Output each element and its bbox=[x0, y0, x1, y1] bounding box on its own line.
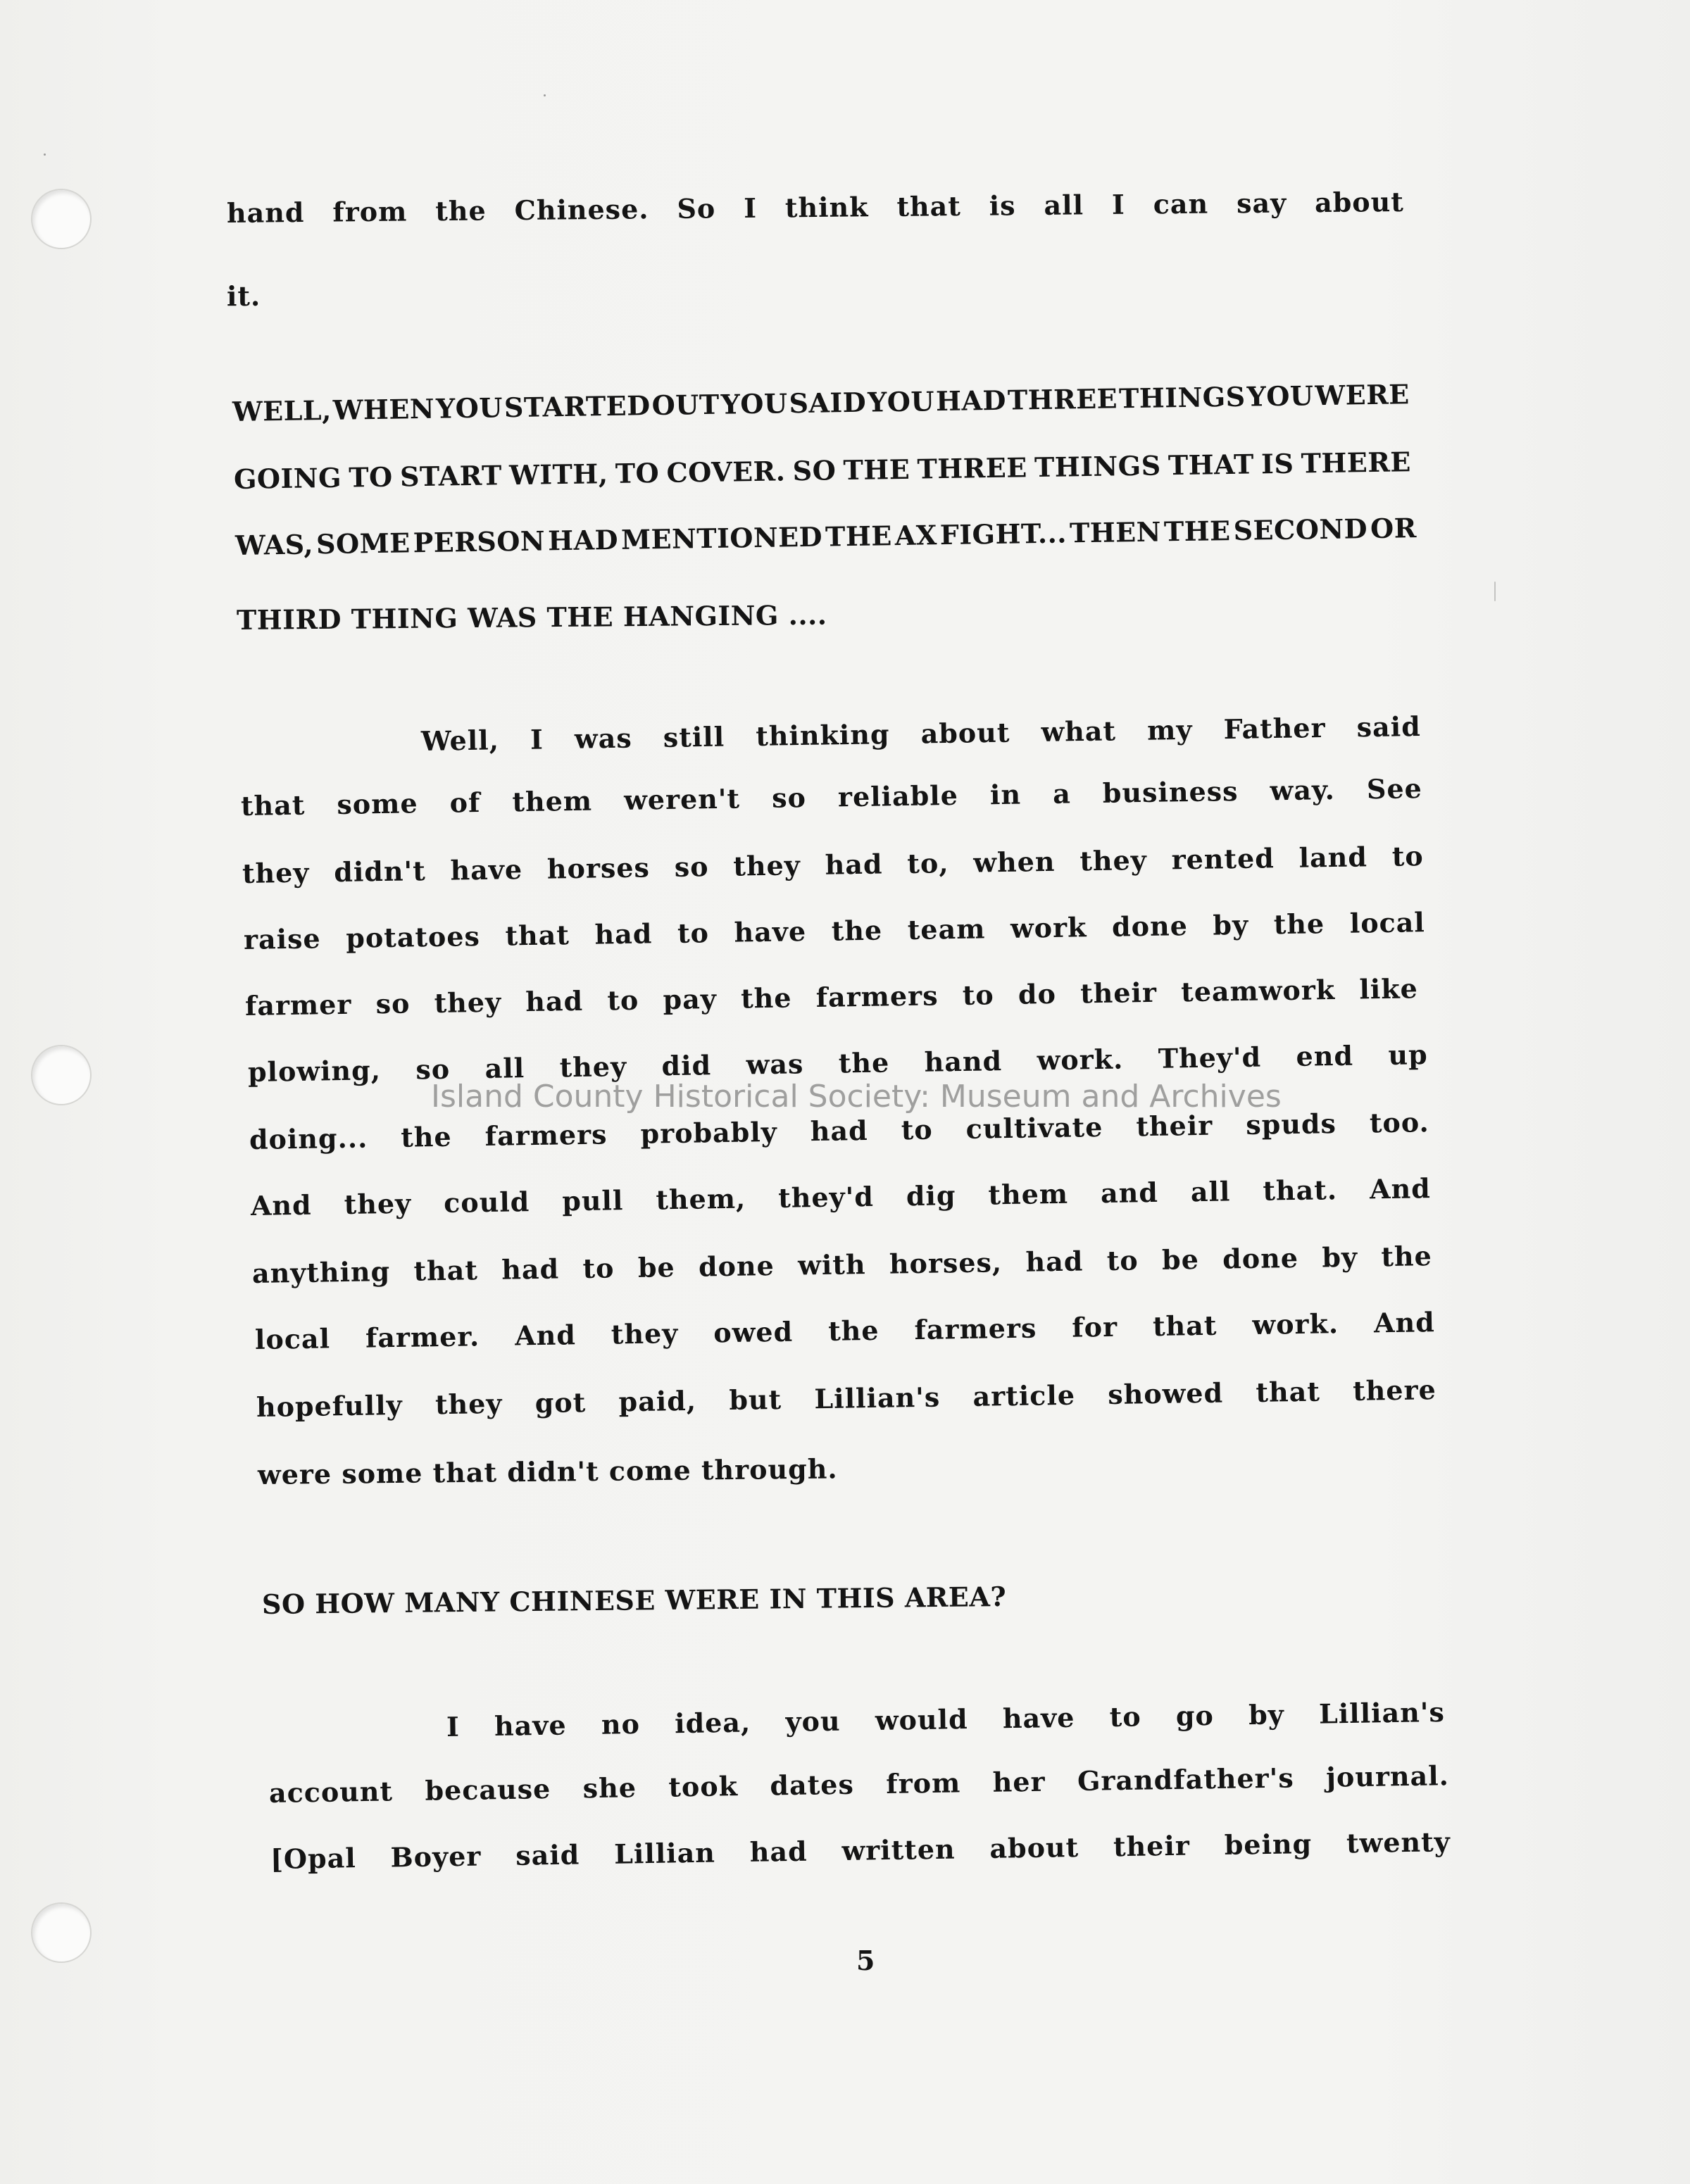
word: journal. bbox=[1325, 1759, 1450, 1793]
word: that bbox=[1152, 1309, 1218, 1343]
word: so bbox=[674, 851, 709, 883]
word: that bbox=[240, 789, 306, 822]
word: that bbox=[896, 189, 962, 222]
word: paid, bbox=[618, 1384, 697, 1418]
word: they bbox=[434, 1387, 503, 1421]
word: have bbox=[450, 853, 523, 886]
word: hand bbox=[924, 1045, 1003, 1078]
word: had bbox=[810, 1114, 869, 1148]
word: they bbox=[611, 1317, 679, 1350]
word: to bbox=[1109, 1700, 1141, 1733]
word: SOME bbox=[315, 527, 411, 560]
word: end bbox=[1296, 1039, 1354, 1072]
word: THE bbox=[1163, 515, 1231, 548]
word: TO bbox=[348, 460, 394, 494]
word: had bbox=[1025, 1245, 1084, 1278]
word: HAD bbox=[935, 384, 1007, 418]
word: THEN bbox=[1069, 515, 1162, 549]
word: I bbox=[530, 723, 544, 755]
word: THERE bbox=[1301, 446, 1412, 479]
word: but bbox=[729, 1383, 782, 1417]
word: pay bbox=[663, 983, 718, 1016]
word: would bbox=[875, 1703, 968, 1736]
word: to bbox=[582, 1252, 615, 1285]
question-line: SO HOW MANY CHINESE WERE IN THIS AREA? bbox=[261, 1580, 1007, 1620]
word: way. bbox=[1270, 773, 1336, 807]
word: THREE bbox=[917, 451, 1028, 485]
word: and bbox=[1100, 1176, 1159, 1210]
word: TO bbox=[615, 457, 660, 489]
word: Father bbox=[1223, 711, 1326, 746]
text-line: it. bbox=[227, 280, 261, 312]
text-line bbox=[227, 186, 1404, 229]
question-line bbox=[234, 446, 1411, 495]
word: too. bbox=[1369, 1106, 1430, 1139]
word: to bbox=[962, 979, 995, 1011]
word: was bbox=[746, 1048, 804, 1081]
word: they bbox=[559, 1050, 627, 1084]
word: dates bbox=[770, 1768, 855, 1802]
word: work. bbox=[1037, 1043, 1124, 1077]
word: that bbox=[1256, 1375, 1321, 1408]
word: have bbox=[734, 915, 807, 948]
word: YOU bbox=[435, 391, 503, 425]
word: STARTED bbox=[503, 389, 651, 424]
word: have bbox=[1002, 1701, 1075, 1735]
word: them, bbox=[656, 1182, 746, 1216]
word: what bbox=[1041, 715, 1117, 748]
word: said bbox=[515, 1838, 580, 1871]
word: because bbox=[425, 1773, 551, 1807]
word: from bbox=[885, 1766, 961, 1800]
word: by bbox=[1248, 1698, 1285, 1731]
word: about bbox=[920, 716, 1010, 750]
word: teamwork bbox=[1180, 974, 1336, 1008]
word: with bbox=[797, 1248, 866, 1281]
word: THAT bbox=[1168, 448, 1255, 482]
word: Lillian bbox=[613, 1836, 716, 1870]
word: there bbox=[1352, 1374, 1437, 1407]
word: horses, bbox=[889, 1246, 1003, 1280]
word: WERE bbox=[1315, 378, 1410, 412]
word: they bbox=[434, 986, 502, 1019]
word: PERSON bbox=[413, 525, 546, 559]
word: Lillian's bbox=[814, 1381, 941, 1415]
word: they bbox=[733, 849, 801, 882]
word: business bbox=[1102, 774, 1239, 809]
word: doing... bbox=[249, 1122, 368, 1155]
word: them bbox=[988, 1177, 1069, 1211]
text-line bbox=[421, 710, 1422, 757]
word: horses bbox=[546, 851, 651, 885]
question-line bbox=[235, 512, 1417, 561]
word: Well, bbox=[420, 724, 500, 757]
word: FIGHT... bbox=[939, 517, 1068, 551]
word: by bbox=[1213, 908, 1249, 941]
word: have bbox=[494, 1709, 567, 1742]
word: plowing, bbox=[247, 1054, 382, 1088]
word: HAD bbox=[547, 523, 619, 557]
word: done bbox=[1111, 910, 1189, 943]
word: work bbox=[1010, 911, 1087, 944]
word: reliable bbox=[837, 779, 959, 813]
word: written bbox=[841, 1833, 956, 1866]
word: that bbox=[413, 1254, 479, 1287]
word: thinking bbox=[755, 718, 890, 752]
word: so bbox=[415, 1053, 451, 1086]
word: their bbox=[1113, 1829, 1191, 1863]
word: the bbox=[831, 914, 883, 947]
word: from bbox=[332, 195, 408, 228]
word: their bbox=[1136, 1109, 1213, 1143]
word: local bbox=[254, 1322, 331, 1355]
word: MENTIONED bbox=[620, 520, 823, 556]
word: done bbox=[698, 1249, 775, 1283]
word: land bbox=[1298, 841, 1368, 874]
word: WHEN bbox=[332, 392, 435, 426]
word: And bbox=[514, 1319, 577, 1352]
word: about bbox=[1314, 185, 1405, 219]
word: probably bbox=[640, 1115, 778, 1150]
word: when bbox=[973, 845, 1056, 879]
word: Grandfather's bbox=[1077, 1762, 1294, 1797]
text-line bbox=[245, 972, 1418, 1022]
word: work. bbox=[1252, 1307, 1339, 1341]
word: THE bbox=[825, 520, 893, 553]
word: so bbox=[375, 987, 411, 1020]
word: GOING bbox=[233, 461, 342, 495]
text-line bbox=[270, 1826, 1451, 1875]
word: all bbox=[484, 1052, 525, 1085]
word: farmers bbox=[914, 1312, 1037, 1346]
word: for bbox=[1071, 1310, 1118, 1343]
word: showed bbox=[1107, 1376, 1224, 1411]
word: do bbox=[1018, 977, 1057, 1010]
word: they bbox=[1079, 843, 1148, 877]
word: I bbox=[1111, 188, 1125, 220]
word: YOU bbox=[867, 385, 935, 418]
text-line bbox=[252, 1240, 1432, 1289]
word: WELL, bbox=[232, 394, 332, 427]
word: THINGS bbox=[1118, 380, 1246, 415]
word: [Opal bbox=[270, 1842, 357, 1875]
word: some bbox=[337, 787, 418, 820]
word: SO bbox=[792, 454, 837, 487]
word: account bbox=[268, 1775, 394, 1809]
word: See bbox=[1366, 772, 1423, 805]
word: up bbox=[1388, 1038, 1428, 1071]
word: the bbox=[1273, 908, 1325, 941]
word: they'd bbox=[777, 1180, 875, 1214]
word: YOU bbox=[1246, 379, 1314, 413]
word: didn't bbox=[333, 855, 427, 889]
word: the bbox=[400, 1120, 452, 1153]
word: still bbox=[663, 720, 725, 753]
word: is bbox=[989, 189, 1016, 222]
word: hopefully bbox=[256, 1388, 403, 1423]
word: be bbox=[1161, 1243, 1200, 1276]
word: spuds bbox=[1245, 1107, 1337, 1141]
word: THE bbox=[843, 453, 910, 487]
text-line bbox=[242, 840, 1424, 889]
word: cultivate bbox=[965, 1111, 1103, 1145]
word: them bbox=[512, 784, 593, 818]
word: to bbox=[901, 1113, 933, 1146]
word: And bbox=[1369, 1172, 1432, 1205]
word: twenty bbox=[1346, 1826, 1451, 1859]
punch-hole bbox=[31, 1902, 92, 1963]
word: YOU bbox=[720, 387, 788, 420]
word: WAS, bbox=[234, 528, 314, 561]
word: the bbox=[435, 194, 487, 227]
word: weren't bbox=[623, 782, 741, 816]
word: farmers bbox=[815, 979, 939, 1013]
word: OR bbox=[1370, 512, 1417, 545]
text-line bbox=[269, 1759, 1449, 1809]
word: they bbox=[344, 1187, 412, 1221]
text-line bbox=[241, 772, 1422, 822]
word: done bbox=[1222, 1241, 1299, 1275]
word: all bbox=[1190, 1175, 1231, 1208]
word: they bbox=[242, 856, 310, 889]
word: about bbox=[989, 1831, 1079, 1864]
word: WITH, bbox=[508, 458, 608, 491]
word: THINGS bbox=[1034, 449, 1161, 484]
word: the bbox=[827, 1314, 880, 1347]
word: was bbox=[574, 722, 633, 755]
word: Boyer bbox=[390, 1840, 482, 1874]
word: IS bbox=[1260, 447, 1294, 480]
word: the bbox=[838, 1046, 890, 1079]
text-line bbox=[446, 1696, 1446, 1743]
word: said bbox=[1356, 710, 1422, 743]
word: to bbox=[607, 984, 639, 1017]
word: go bbox=[1175, 1699, 1215, 1732]
word: by bbox=[1322, 1241, 1358, 1274]
word: all bbox=[1044, 189, 1084, 221]
word: so bbox=[771, 782, 807, 814]
watermark-text: Island County Historical Society: Museum and Archives bbox=[431, 1079, 1282, 1115]
word: AX bbox=[894, 519, 938, 552]
word: in bbox=[989, 778, 1022, 811]
text-line bbox=[255, 1306, 1435, 1355]
question-line bbox=[232, 378, 1410, 427]
punch-hole bbox=[31, 1045, 92, 1105]
word: farmers bbox=[484, 1118, 608, 1153]
question-line: THIRD THING WAS THE HANGING .... bbox=[236, 598, 827, 636]
word: to bbox=[677, 917, 710, 949]
word: can bbox=[1153, 187, 1209, 220]
word: to bbox=[1106, 1244, 1139, 1276]
word: SECOND bbox=[1233, 513, 1368, 546]
word: farmer bbox=[244, 988, 352, 1022]
word: my bbox=[1146, 713, 1193, 746]
word: COVER. bbox=[666, 455, 786, 489]
word: They'd bbox=[1158, 1041, 1262, 1074]
word: got bbox=[534, 1386, 587, 1419]
word: to bbox=[1391, 840, 1425, 872]
word: dig bbox=[906, 1179, 956, 1212]
word: START bbox=[399, 459, 503, 493]
word: you bbox=[785, 1705, 841, 1738]
word: article bbox=[972, 1379, 1076, 1412]
word: had bbox=[525, 984, 584, 1018]
word: the bbox=[740, 981, 792, 1015]
word: had bbox=[594, 917, 653, 950]
word: I bbox=[446, 1710, 461, 1743]
word: I bbox=[743, 192, 758, 224]
word: farmer. bbox=[365, 1320, 480, 1354]
page-number: 5 bbox=[856, 1945, 875, 1976]
word: owed bbox=[713, 1315, 794, 1349]
word: Lillian's bbox=[1318, 1695, 1446, 1730]
word: think bbox=[784, 191, 869, 224]
word: And bbox=[1373, 1306, 1436, 1339]
word: anything bbox=[251, 1255, 391, 1289]
paper-mark bbox=[1494, 582, 1496, 601]
paper-speck bbox=[44, 153, 46, 156]
word: And bbox=[250, 1188, 313, 1222]
word: like bbox=[1359, 972, 1419, 1005]
text-line bbox=[256, 1374, 1436, 1423]
word: had bbox=[749, 1835, 808, 1868]
text-line bbox=[251, 1172, 1431, 1222]
word: had bbox=[825, 848, 883, 881]
word: be bbox=[637, 1251, 675, 1284]
word: say bbox=[1236, 187, 1287, 220]
word: the bbox=[1381, 1240, 1433, 1273]
word: OUT bbox=[651, 388, 720, 422]
word: being bbox=[1224, 1828, 1313, 1861]
word: to, bbox=[907, 847, 949, 879]
word: of bbox=[449, 786, 481, 819]
word: THREE bbox=[1007, 382, 1118, 416]
word: their bbox=[1079, 976, 1158, 1010]
punch-hole bbox=[31, 189, 92, 249]
word: Chinese. bbox=[514, 193, 649, 227]
word: pull bbox=[561, 1184, 624, 1217]
word: that bbox=[505, 919, 570, 952]
word: that. bbox=[1263, 1174, 1338, 1207]
word: no bbox=[601, 1707, 641, 1740]
word: raise bbox=[243, 922, 321, 955]
word: had bbox=[501, 1253, 560, 1286]
word: SAID bbox=[789, 386, 867, 420]
word: potatoes bbox=[345, 920, 481, 954]
word: idea, bbox=[674, 1706, 751, 1740]
word: local bbox=[1349, 906, 1426, 939]
word: team bbox=[907, 912, 986, 946]
word: So bbox=[677, 192, 716, 225]
word: a bbox=[1052, 777, 1072, 810]
word: rented bbox=[1171, 842, 1275, 876]
word: hand bbox=[226, 196, 305, 229]
paper-speck bbox=[544, 94, 546, 96]
word: could bbox=[443, 1186, 530, 1219]
text-line: were some that didn't come through. bbox=[257, 1452, 838, 1490]
text-line bbox=[244, 906, 1425, 955]
word: she bbox=[582, 1771, 637, 1805]
word: took bbox=[668, 1770, 739, 1803]
word: did bbox=[661, 1049, 712, 1082]
word: her bbox=[992, 1765, 1046, 1798]
